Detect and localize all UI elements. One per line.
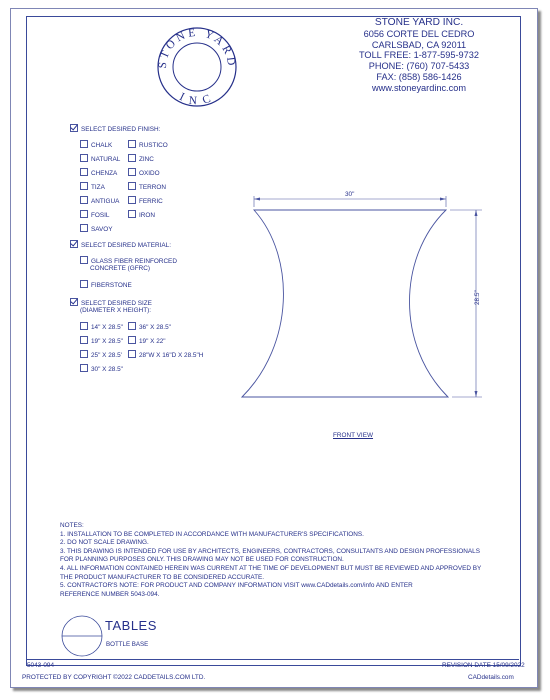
- finish-header-checkbox[interactable]: [70, 124, 78, 132]
- size-option-36x28[interactable]: 36" X 28.5": [128, 322, 171, 332]
- finish-option-tiza[interactable]: TIZA: [80, 182, 105, 192]
- company-phone: PHONE: (760) 707-5433: [368, 61, 470, 72]
- reference-number: 5043-094: [27, 662, 55, 669]
- finish-option-chenza[interactable]: CHENZA: [80, 168, 117, 178]
- size-option-14x28[interactable]: 14" X 28.5": [80, 322, 123, 332]
- logo-bottom-text: INC: [177, 91, 217, 108]
- svg-text:INC: [177, 91, 216, 107]
- size-option-28x16x28[interactable]: 28"W X 16"D X 28.5"H: [128, 350, 203, 360]
- stone-yard-logo: [156, 26, 238, 108]
- note-line: REFERENCE NUMBER 5043-094.: [60, 590, 160, 598]
- company-address-line2: CARLSBAD, CA 92011: [371, 39, 467, 50]
- title-divider: [26, 659, 519, 660]
- front-view-drawing: [230, 185, 500, 410]
- svg-text:STONE YARD: [157, 27, 238, 69]
- finish-option-oxido[interactable]: OXIDO: [128, 168, 160, 178]
- finish-option-zinc[interactable]: ZINC: [128, 154, 154, 164]
- note-line: 1. INSTALLATION TO BE COMPLETED IN ACCORDANCE WITH MANUFACTURER'S SPECIFICATIONS.: [60, 530, 364, 538]
- finish-option-chalk[interactable]: CHALK: [80, 140, 112, 150]
- front-view-label: FRONT VIEW: [333, 432, 374, 439]
- notes-header: NOTES:: [60, 522, 84, 529]
- note-line: 5. CONTRACTOR'S NOTE: FOR PRODUCT AND COMPANY INFORMATION VISIT www.CADdetails.com/info AND ENTER: [60, 582, 413, 590]
- caddetails-link[interactable]: CADdetails.com: [468, 674, 514, 681]
- company-website[interactable]: www.stoneyardinc.com: [372, 82, 466, 93]
- note-line: 4. ALL INFORMATION CONTAINED HEREIN WAS CURRENT AT THE TIME OF DEVELOPMENT BUT MUST BE REVIEWED AND APPROVED BY: [60, 564, 482, 572]
- material-option-fiberstone[interactable]: FIBERSTONE: [80, 280, 132, 290]
- finish-option-fosil[interactable]: FOSIL: [80, 210, 109, 220]
- company-name: STONE YARD INC.: [374, 17, 464, 28]
- finish-header[interactable]: SELECT DESIRED FINISH:: [70, 124, 160, 134]
- note-line: THE PRODUCT MANUFACTURER TO BE CONSIDERED ACCURATE.: [60, 573, 265, 581]
- note-line: 3. THIS DRAWING IS INTENDED FOR USE BY ARCHITECTS, ENGINEERS, CONTRACTORS, CONSULTANTS AND DESIGN PROFESSIONALS: [60, 547, 480, 555]
- height-dimension-label: 28.5": [474, 290, 481, 305]
- copyright-notice: PROTECTED BY COPYRIGHT ©2022 CADDETAILS.COM LTD.: [22, 674, 206, 681]
- drawing-title: TABLES: [105, 618, 157, 633]
- logo-top-text: STONE YARD: [156, 26, 238, 70]
- material-header-checkbox[interactable]: [70, 240, 78, 248]
- finish-option-rustico[interactable]: RUSTICO: [128, 140, 168, 150]
- finish-option-savoy[interactable]: SAVOY: [80, 224, 113, 234]
- size-option-30x28[interactable]: 30" X 28.5": [80, 364, 123, 374]
- note-line: FOR PLANNING PURPOSES ONLY. THIS DRAWING MAY NOT BE USED FOR CONSTRUCTION.: [60, 556, 344, 564]
- notes-block: [60, 522, 500, 599]
- size-option-19x28[interactable]: 19" X 28.5": [80, 336, 123, 346]
- width-dimension-label: 30": [345, 191, 355, 198]
- company-fax: FAX: (858) 586-1426: [376, 71, 462, 82]
- material-option-gfrc[interactable]: GLASS FIBER REINFORCED: [80, 256, 177, 266]
- finish-option-iron[interactable]: IRON: [128, 210, 155, 220]
- bottle-base-outline: [242, 210, 448, 397]
- size-header[interactable]: SELECT DESIRED SIZE: [70, 298, 152, 308]
- size-header-subtitle: (DIAMETER X HEIGHT):: [80, 307, 152, 314]
- company-toll-free: TOLL FREE: 1-877-595-9732: [358, 50, 479, 61]
- note-line: 2. DO NOT SCALE DRAWING.: [60, 539, 149, 547]
- finish-option-ferric[interactable]: FERRIC: [128, 196, 163, 206]
- section-marker-icon: [60, 614, 104, 658]
- revision-date: REVISION DATE 15/09/2022: [442, 662, 525, 669]
- size-option-19x22[interactable]: 19" X 22": [128, 336, 166, 346]
- company-address-line1: 6056 CORTE DEL CEDRO: [363, 28, 475, 39]
- company-info: [340, 18, 498, 94]
- material-option-gfrc-line2: CONCRETE (GFRC): [90, 265, 150, 272]
- material-header[interactable]: SELECT DESIRED MATERIAL:: [70, 240, 171, 250]
- size-option-25x28[interactable]: 25" X 28.5': [80, 350, 122, 360]
- finish-option-natural[interactable]: NATURAL: [80, 154, 120, 164]
- size-header-checkbox[interactable]: [70, 298, 78, 306]
- drawing-subtitle: BOTTLE BASE: [106, 641, 149, 648]
- finish-option-terron[interactable]: TERRON: [128, 182, 166, 192]
- finish-option-antigua[interactable]: ANTIGUA: [80, 196, 119, 206]
